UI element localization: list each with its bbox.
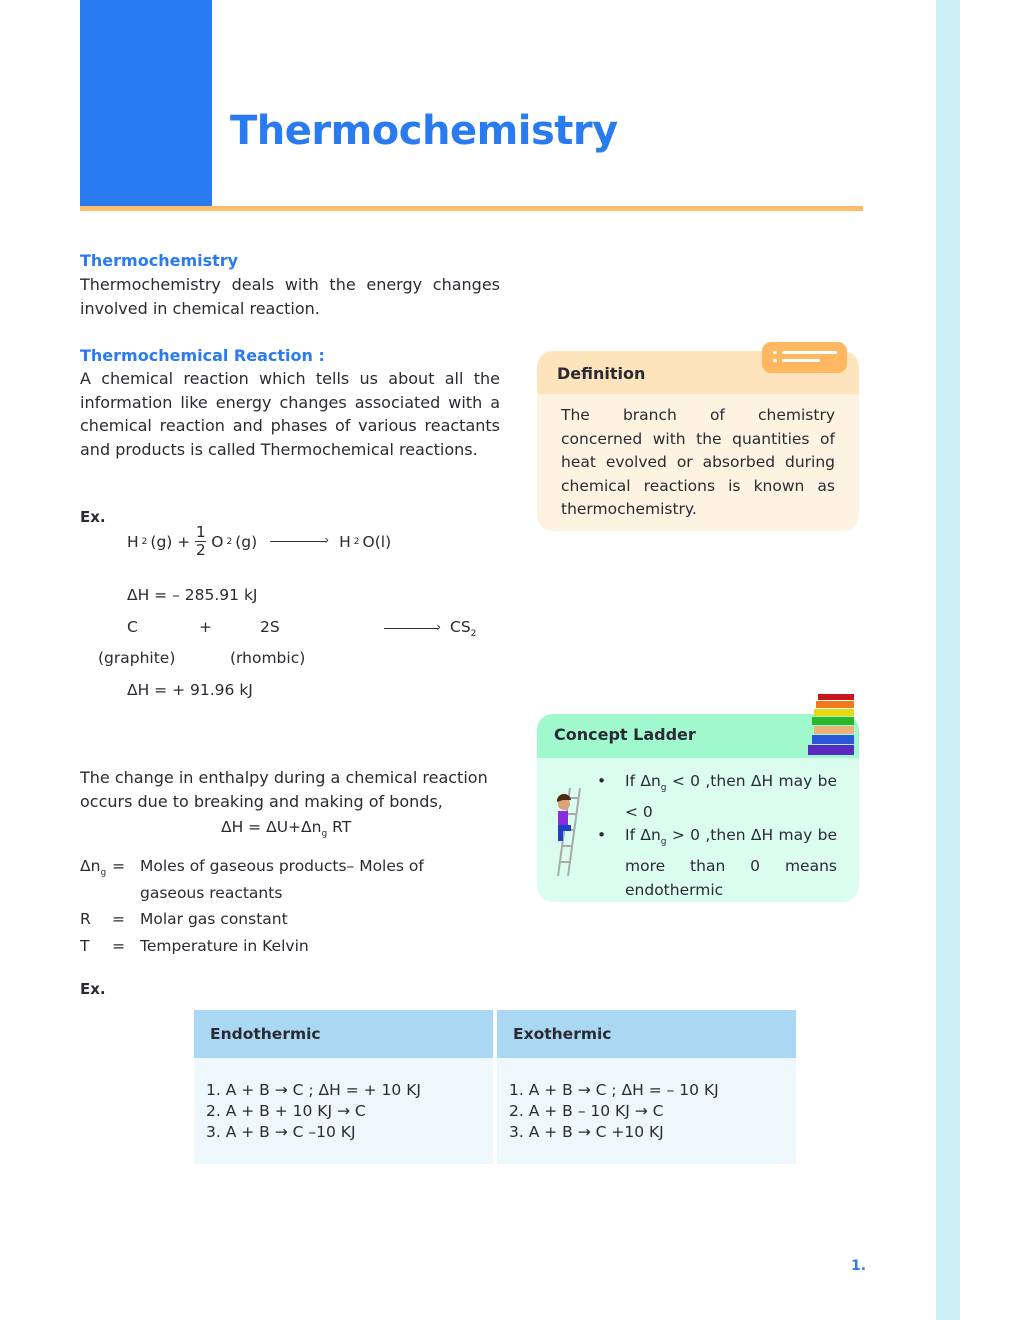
ladder-girl-icon — [552, 786, 584, 878]
eq-term: O(l) — [362, 532, 392, 551]
eq-product: $CS_2$ — [450, 618, 477, 640]
item-text: > 0 ,then ΔH may be more than 0 means endothermic — [625, 826, 837, 899]
definition-box — [537, 351, 859, 531]
table-header-row — [194, 1010, 796, 1058]
arrow-icon: › — [270, 541, 326, 542]
fraction — [195, 524, 206, 559]
numerator: 1 — [195, 523, 206, 541]
symbol-text: Δn — [80, 857, 101, 875]
equals: = — [112, 857, 125, 875]
list-item: 3. A + B → C –10 KJ — [206, 1123, 356, 1141]
definition-row — [80, 933, 480, 960]
description: Molar gas constant — [140, 910, 288, 928]
equals: = — [112, 936, 125, 955]
exothermic-cell — [497, 1058, 796, 1164]
section-heading: Thermochemistry — [80, 251, 239, 270]
books-stack-icon — [808, 694, 856, 760]
eq-term: H — [339, 532, 351, 551]
eq-term: (g) + — [150, 532, 191, 551]
eq-term: H — [127, 532, 139, 551]
formula-part: ΔH = ΔU+Δn — [221, 818, 322, 836]
symbol — [80, 853, 112, 906]
column-header: Endothermic — [194, 1010, 493, 1058]
eq-label: (rhombic) — [230, 649, 306, 667]
arrow-icon: › — [384, 628, 438, 629]
item-text: If Δn — [625, 826, 661, 845]
definition-row — [80, 906, 480, 933]
endo-exo-table — [190, 1010, 800, 1164]
symbol: R — [80, 910, 91, 928]
equals: = — [112, 910, 125, 928]
table-row — [194, 1058, 796, 1164]
endothermic-cell — [194, 1058, 493, 1164]
equation-1: H 2 (g) + 1 2 O 2 (g) › H 2 O(l) — [127, 523, 392, 559]
formula-part: RT — [327, 818, 352, 836]
section-heading: Thermochemical Reaction : — [80, 346, 325, 365]
section-text: A chemical reaction which tells us about all the information like energy changes associated with a chemical reaction and phases of various reactants and products is called Thermochemical reactions. — [80, 369, 500, 459]
side-strip — [936, 0, 960, 1320]
concept-ladder-title: Concept Ladder — [537, 714, 859, 758]
concept-list — [537, 758, 859, 902]
page-title: Thermochemistry — [230, 108, 618, 154]
symbol-definitions — [80, 853, 480, 959]
definition-text: The branch of chemistry concerned with the quantities of heat evolved or absorbed during chemical reactions is known as thermochemistry. — [561, 406, 835, 519]
concept-item: • If $\Delta n_g < 0$ ,then ΔH may be < 0 — [597, 770, 837, 824]
denominator: 2 — [195, 541, 206, 559]
eq-term: 2S — [260, 618, 280, 636]
eq-term: + — [199, 618, 212, 636]
definition-row — [80, 853, 480, 906]
list-item: 1. A + B → C ; ΔH = + 10 KJ — [206, 1081, 421, 1099]
eq-term: (g) — [235, 532, 258, 551]
eq-term: O — [211, 532, 224, 551]
list-item: 1. A + B → C ; ΔH = – 10 KJ — [509, 1081, 719, 1099]
eq-term: C — [127, 618, 138, 636]
list-item: 3. A + B → C +10 KJ — [509, 1123, 664, 1141]
eq-term: CS — [450, 618, 471, 636]
example-label: Ex. — [80, 508, 106, 526]
enthalpy-text: The change in enthalpy during a chemical reaction occurs due to breaking and making of bonds, — [80, 768, 488, 811]
eq-label: (graphite) — [98, 649, 176, 667]
header-rule — [80, 206, 863, 211]
note-tag-icon — [762, 342, 847, 373]
header-block — [80, 0, 212, 206]
definition-title: Definition — [537, 351, 859, 394]
concept-item: • If $\Delta n_g > 0$ ,then ΔH may be more than 0 means endothermic — [597, 824, 837, 902]
item-text: < 0 ,then ΔH may be < 0 — [625, 772, 837, 821]
section-text: Thermochemistry deals with the energy changes involved in chemical reaction. — [80, 275, 500, 318]
list-item: 2. A + B – 10 KJ → C — [509, 1102, 664, 1120]
delta-h-1: ΔH = – 285.91 kJ — [127, 586, 258, 604]
list-item: 2. A + B + 10 KJ → C — [206, 1102, 366, 1120]
column-header: Exothermic — [497, 1010, 796, 1058]
example-label: Ex. — [80, 980, 106, 998]
symbol-sub: g — [100, 868, 107, 879]
page-number: 1. — [851, 1258, 867, 1274]
item-text: If Δn — [625, 772, 661, 790]
symbol: T — [80, 936, 90, 955]
enthalpy-formula: $\Delta H = \Delta U+\Delta n_g$ RT — [221, 818, 352, 840]
delta-h-2: ΔH = + 91.96 kJ — [127, 681, 253, 699]
description: Moles of gaseous products– Moles of gaseous reactants — [140, 857, 424, 902]
description: Temperature in Kelvin — [140, 936, 309, 955]
